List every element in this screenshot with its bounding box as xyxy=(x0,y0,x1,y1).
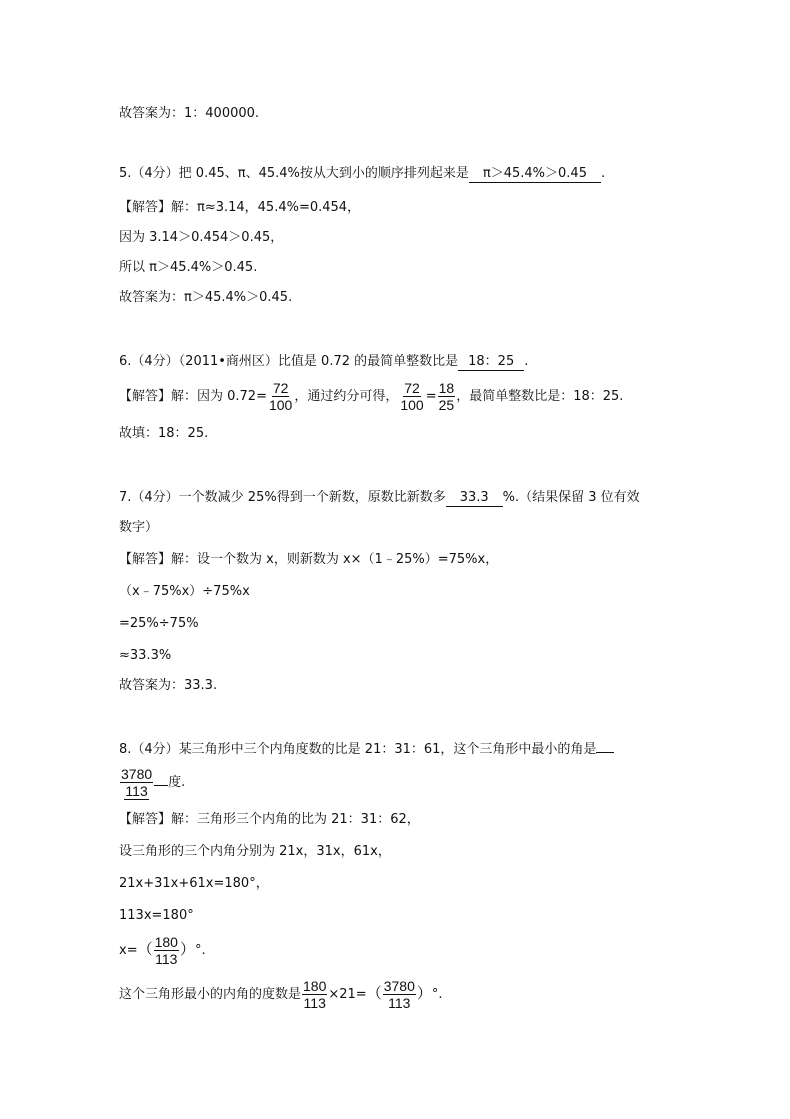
q5-solution-1: 【解答】解：π≈3.14，45.4%=0.454， xyxy=(119,200,361,215)
q8-solution-1: 【解答】解：三角形三个内角的比为 21：31：62， xyxy=(119,812,420,827)
question-7: 7.（4分）一个数减少 25%得到一个新数，原数比新数多 33.3 %.（结果保留 3 位有效 xyxy=(119,490,640,505)
q6-solution-1: 【解答】解：因为 0.72= $\frac{72}{100}$ ，通过约分可得， $\frac{72}{100}$ = $\frac{18}{25}$ ，最简单整数比是：18：25. xyxy=(119,380,624,413)
q6-solution-2: 故填：18：25. xyxy=(119,426,209,441)
q8-solution-3: 21x+31x+61x=180°， xyxy=(119,876,269,891)
q7-solution-2: （x﹣75%x）÷75%x xyxy=(119,584,250,599)
fraction-18-25: $\frac{18}{25}$ xyxy=(438,380,455,413)
answer-line-4: 故答案为：1：400000. xyxy=(119,106,260,121)
fraction-180-113-b: $\frac{180}{113}$ xyxy=(303,978,327,1011)
q7-solution-3: =25%÷75% xyxy=(119,616,199,631)
q5-solution-2: 因为 3.14＞0.454＞0.45， xyxy=(119,230,284,245)
q5-solution-3: 所以 π＞45.4%＞0.45. xyxy=(119,260,258,275)
q7-answer-blank: 33.3 xyxy=(446,490,503,507)
q8-solution-5: x=（ $\frac{180}{113}$ ）°. xyxy=(119,934,206,967)
q8-solution-4: 113x=180° xyxy=(119,908,194,923)
q8-solution-2: 设三角形的三个内角分别为 21x，31x，61x， xyxy=(119,844,391,859)
question-8: 8.（4分）某三角形中三个内角度数的比是 21：31：61，这个三角形中最小的角是 xyxy=(119,738,614,760)
q5-answer-blank: π＞45.4%＞0.45 xyxy=(469,166,601,183)
q7-solution-1: 【解答】解：设一个数为 x，则新数为 x×（1﹣25%）=75%x， xyxy=(119,552,499,567)
question-7-cont: 数字） xyxy=(119,520,159,535)
question-5: 5.（4分）把 0.45、π、45.4%按从大到小的顺序排列起来是 π＞45.4%＞0.45 . xyxy=(119,166,606,181)
q7-solution-5: 故答案为：33.3. xyxy=(119,678,218,693)
q6-answer-blank: 18：25 xyxy=(458,354,524,371)
fraction-180-113: $\frac{180}{113}$ xyxy=(154,934,178,967)
q5-solution-4: 故答案为：π＞45.4%＞0.45. xyxy=(119,290,293,305)
question-8-answer: $\frac{3780}{113}$ 度. xyxy=(121,765,186,799)
q8-solution-6: 这个三角形最小的内角的度数是 $\frac{180}{113}$ ×21=（ $\frac{3780}{113}$ ）°. xyxy=(119,978,443,1011)
q7-solution-4: ≈33.3% xyxy=(119,648,172,663)
fraction-3780-113: $\frac{3780}{113}$ xyxy=(383,978,415,1011)
fraction-3780-113-answer: $\frac{3780}{113}$ xyxy=(121,765,153,799)
fraction-72-100-b: $\frac{72}{100}$ xyxy=(400,380,424,413)
question-6: 6.（4分）（2011•商州区）比值是 0.72 的最简单整数比是 18：25 . xyxy=(119,354,529,369)
fraction-72-100: $\frac{72}{100}$ xyxy=(268,380,293,413)
